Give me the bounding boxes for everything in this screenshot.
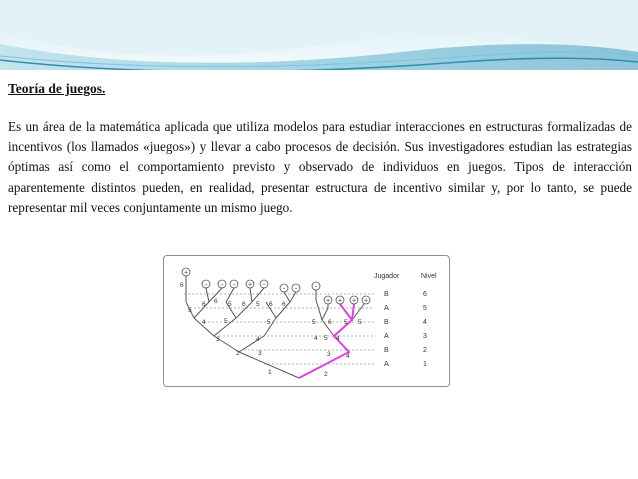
- svg-text:+: +: [351, 297, 357, 305]
- terminal-plus-icon: [336, 296, 344, 305]
- legend-jugador: B: [384, 291, 389, 298]
- edge-label: 5: [228, 301, 232, 308]
- terminal-minus-icon: [280, 284, 288, 293]
- tree-edges: [186, 276, 364, 378]
- svg-text:-: -: [232, 281, 236, 289]
- svg-text:+: +: [363, 297, 369, 305]
- slide-body-text: Es un área de la matemática aplicada que utiliza modelos para estudiar interacciones en estructuras formalizadas de incentivos (los llamados «juegos») y llevar a cabo procesos de decisión. Sus investigadores estudian las estrategias óptimas así como el comportamiento previsto y observado de individuos en juegos. Tipos de interacción aparentemente distintos pueden, en realidad, presentar estructura de incentivo similar y, por lo tanto, se puede representar mil veces conjuntamente un mismo juego.: [8, 119, 632, 215]
- legend-header-nivel: Nivel: [421, 273, 437, 280]
- edge-label: 5: [267, 319, 271, 326]
- edge-label: 4: [346, 353, 350, 360]
- svg-text:+: +: [183, 269, 189, 277]
- legend-jugador: A: [384, 305, 389, 312]
- legend-jugador: B: [384, 319, 389, 326]
- terminal-minus-icon: [202, 280, 210, 289]
- edge-label: 5: [358, 319, 362, 326]
- edge-label: 4: [314, 335, 318, 342]
- edge-label: 5: [188, 307, 192, 314]
- legend-header-jugador: Jugador: [374, 273, 400, 280]
- terminal-minus-icon: [292, 284, 300, 293]
- legend-nivel: 5: [423, 305, 427, 312]
- edge-label: 6: [214, 298, 218, 305]
- svg-text:-: -: [314, 283, 318, 291]
- legend-jugador: A: [384, 333, 389, 340]
- edge-label: 3: [216, 336, 220, 343]
- slide-title: Teoría de juegos.: [8, 81, 106, 96]
- terminal-minus-icon: [218, 280, 226, 289]
- edge-label: 5: [224, 318, 228, 325]
- edge-label: 5: [312, 319, 316, 326]
- edge-label: 6: [328, 319, 332, 326]
- svg-text:-: -: [204, 281, 208, 289]
- terminal-plus-icon: [182, 268, 190, 277]
- header-wave-banner: [0, 0, 638, 80]
- svg-text:-: -: [220, 281, 224, 289]
- edge-label: 6: [269, 301, 273, 308]
- edge-label: 3: [327, 351, 331, 358]
- legend-nivel: 6: [423, 291, 427, 298]
- edge-label: 1: [268, 369, 272, 376]
- edge-label: 4: [336, 335, 340, 342]
- terminal-plus-icon: [350, 296, 358, 305]
- game-tree-diagram: [164, 256, 449, 386]
- terminal-plus-icon: [246, 280, 254, 289]
- edge-label: 4: [256, 336, 260, 343]
- svg-text:-: -: [294, 285, 298, 293]
- terminal-plus-icon: [324, 296, 332, 305]
- terminal-minus-icon: [312, 282, 320, 291]
- legend-nivel: 2: [423, 347, 427, 354]
- svg-text:-: -: [262, 281, 266, 289]
- edge-label: 2: [236, 350, 240, 357]
- edge-label: 6: [282, 301, 286, 308]
- edge-label: 2: [324, 371, 328, 378]
- terminal-minus-icon: [230, 280, 238, 289]
- svg-text:+: +: [247, 281, 253, 289]
- legend-nivel: 3: [423, 333, 427, 340]
- legend-jugador: A: [384, 361, 389, 368]
- svg-text:-: -: [282, 285, 286, 293]
- edge-label: 5: [324, 335, 328, 342]
- legend-nivel: 1: [423, 361, 427, 368]
- player-level-legend: [374, 273, 437, 368]
- game-tree-figure: [163, 255, 450, 387]
- edge-label: 3: [258, 350, 262, 357]
- edge-label: 5: [344, 319, 348, 326]
- svg-text:+: +: [337, 297, 343, 305]
- edge-label: 6: [180, 282, 184, 289]
- edge-label: 6: [242, 301, 246, 308]
- terminal-minus-icon: [260, 280, 268, 289]
- svg-text:+: +: [325, 297, 331, 305]
- terminal-nodes: [182, 268, 370, 305]
- legend-nivel: 4: [423, 319, 427, 326]
- edge-label: 4: [202, 319, 206, 326]
- legend-jugador: B: [384, 347, 389, 354]
- terminal-plus-icon: [362, 296, 370, 305]
- edge-label: 6: [202, 301, 206, 308]
- edge-label: 5: [256, 301, 260, 308]
